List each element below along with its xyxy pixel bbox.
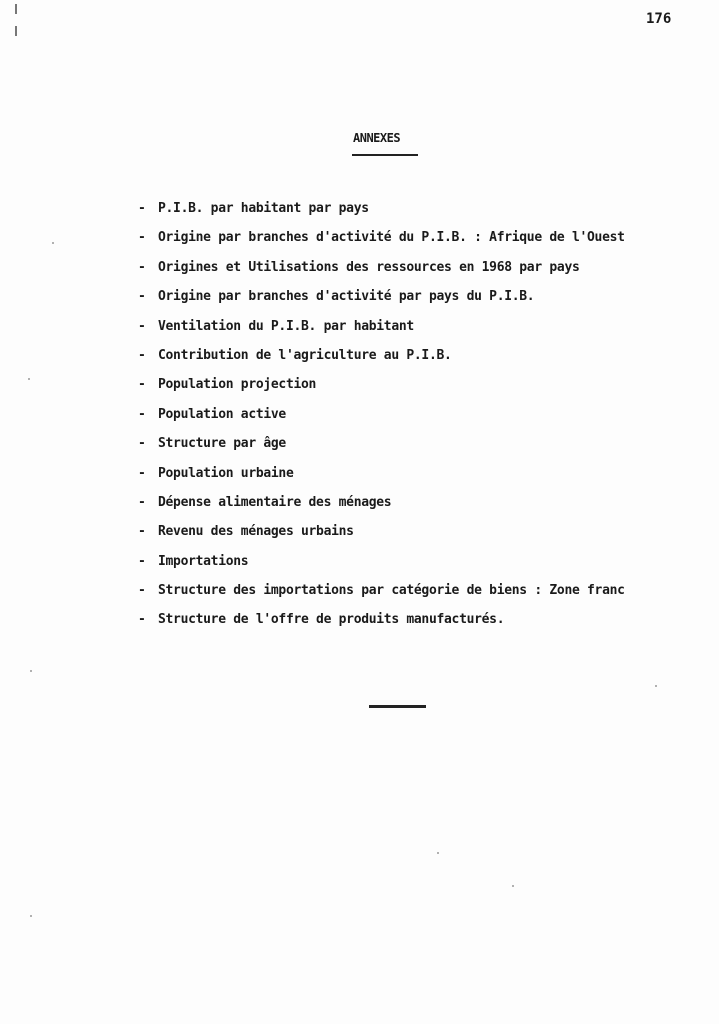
end-rule bbox=[369, 705, 426, 708]
scan-margin-mark bbox=[15, 4, 17, 14]
list-item bbox=[138, 317, 625, 346]
list-item bbox=[138, 464, 625, 493]
bullet-dash: - bbox=[138, 524, 146, 540]
list-item bbox=[138, 199, 625, 228]
bullet-dash: - bbox=[138, 377, 146, 393]
list-item bbox=[138, 552, 625, 581]
annex-label: Population projection bbox=[158, 377, 317, 393]
list-item bbox=[138, 258, 625, 287]
list-item bbox=[138, 493, 625, 522]
scan-speck bbox=[437, 852, 439, 854]
bullet-dash: - bbox=[138, 583, 146, 599]
list-item bbox=[138, 522, 625, 551]
bullet-dash: - bbox=[138, 318, 146, 334]
annex-label: P.I.B. par habitant par pays bbox=[158, 201, 369, 216]
bullet-dash: - bbox=[138, 494, 146, 510]
list-item bbox=[138, 405, 625, 434]
bullet-dash: - bbox=[138, 465, 146, 481]
scan-speck bbox=[655, 685, 657, 687]
scan-speck bbox=[512, 885, 514, 887]
list-item bbox=[138, 581, 625, 610]
annex-label: Importations bbox=[158, 553, 249, 569]
annex-label: Dépense alimentaire des ménages bbox=[158, 494, 392, 510]
scan-speck bbox=[52, 242, 54, 244]
annex-label: Origine par branches d'activité du P.I.B. : Afrique de l'Ouest bbox=[158, 230, 625, 246]
annex-label: Origines et Utilisations des ressources en 1968 par pays bbox=[158, 259, 580, 275]
bullet-dash: - bbox=[138, 553, 146, 569]
scan-speck bbox=[28, 378, 30, 380]
annex-label: Structure par âge bbox=[158, 436, 286, 452]
annex-label: Origine par branches d'activité par pays du P.I.B. bbox=[158, 289, 535, 305]
scan-speck bbox=[30, 670, 32, 672]
list-item bbox=[138, 434, 625, 463]
list-item bbox=[138, 228, 625, 257]
page-title: ANNEXES bbox=[353, 131, 401, 145]
annex-label: Ventilation du P.I.B. par habitant bbox=[158, 318, 414, 334]
bullet-dash: - bbox=[138, 201, 146, 216]
list-item bbox=[138, 287, 625, 316]
bullet-dash: - bbox=[138, 436, 146, 452]
list-item bbox=[138, 375, 625, 404]
title-underline bbox=[352, 154, 418, 156]
annex-label: Revenu des ménages urbains bbox=[158, 524, 354, 540]
bullet-dash: - bbox=[138, 612, 146, 628]
scan-speck bbox=[30, 915, 32, 917]
annex-label: Structure des importations par catégorie de biens : Zone franc bbox=[158, 583, 625, 599]
list-item bbox=[138, 346, 625, 375]
bullet-dash: - bbox=[138, 259, 146, 275]
annex-label: Contribution de l'agriculture au P.I.B. bbox=[158, 347, 452, 363]
annex-label: Structure de l'offre de produits manufacturés. bbox=[158, 612, 505, 628]
bullet-dash: - bbox=[138, 347, 146, 363]
scan-margin-mark bbox=[15, 26, 17, 36]
bullet-dash: - bbox=[138, 230, 146, 246]
annex-label: Population active bbox=[158, 406, 286, 422]
page-number: 176 bbox=[646, 11, 672, 27]
list-item bbox=[138, 610, 625, 639]
annex-label: Population urbaine bbox=[158, 465, 294, 481]
annex-list bbox=[138, 199, 625, 640]
bullet-dash: - bbox=[138, 289, 146, 305]
bullet-dash: - bbox=[138, 406, 146, 422]
